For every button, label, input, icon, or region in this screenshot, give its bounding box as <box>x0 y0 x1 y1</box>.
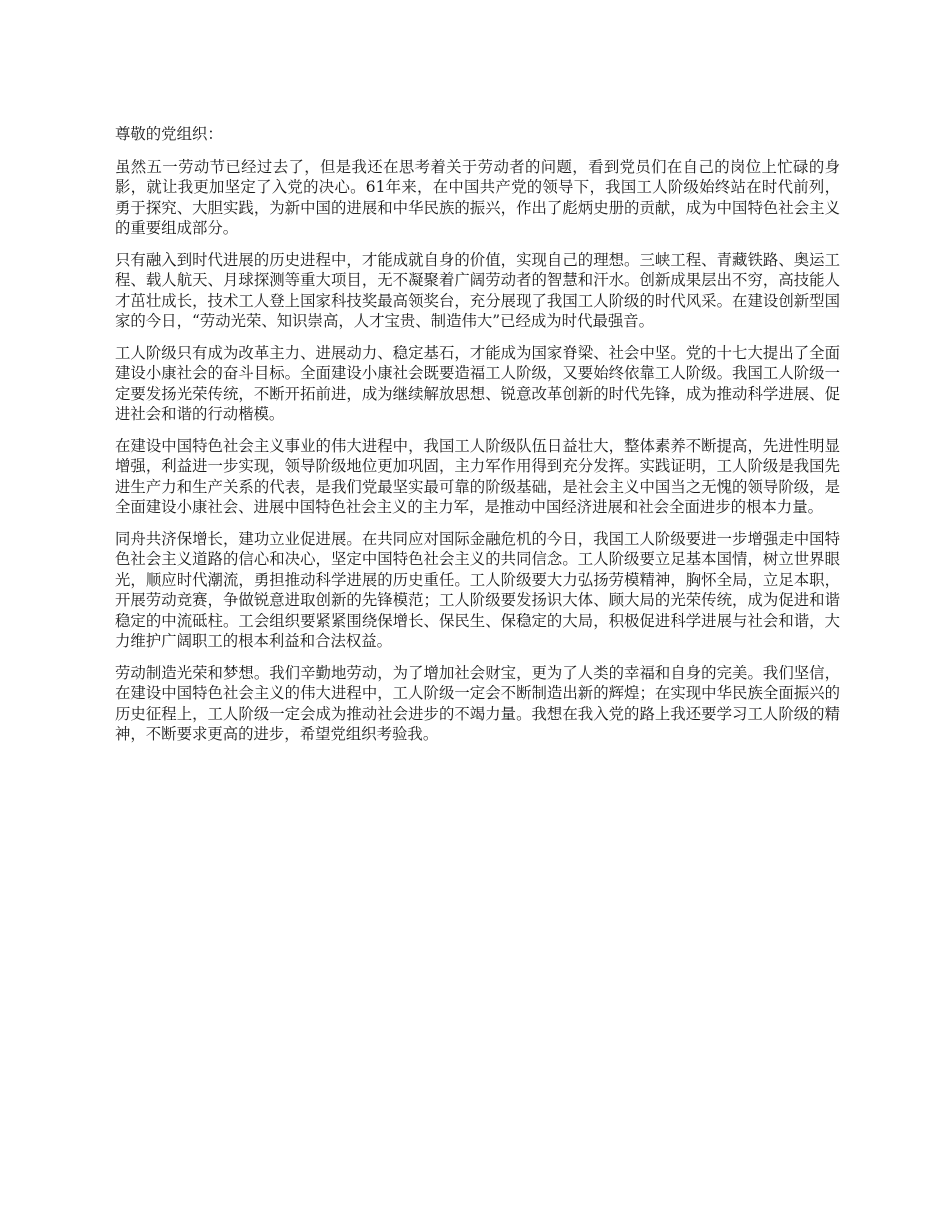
paragraph-4: 在建设中国特色社会主义事业的伟大进程中，我国工人阶级队伍日益壮大，整体素养不断提高，先进性明显增强，利益进一步实现，领导阶级地位更加巩固，主力军作用得到充分发挥。实践证明，工人阶级是我国先进生产力和生产关系的代表，是我们党最坚实最可靠的阶级基础，是社会主义中国当之无愧的领导阶级，是全面建设小康社会、进展中国特色社会主义的主力军，是推动中国经济进展和社会全面进步的根本力量。 <box>115 436 840 516</box>
paragraph-5: 同舟共济保增长，建功立业促进展。在共同应对国际金融危机的今日，我国工人阶级要进一步增强走中国特色社会主义道路的信心和决心，坚定中国特色社会主义的共同信念。工人阶级要立足基本国情，树立世界眼光，顺应时代潮流，勇担推动科学进展的历史重任。工人阶级要大力弘扬劳模精神，胸怀全局，立足本职，开展劳动竞赛，争做锐意进取创新的先锋模范；工人阶级要发扬识大体、顾大局的光荣传统，成为促进和谐稳定的中流砥柱。工会组织要紧紧围绕保增长、保民生、保稳定的大局，积极促进科学进展与社会和谐，大力维护广阔职工的根本利益和合法权益。 <box>115 529 840 650</box>
paragraph-6: 劳动制造光荣和梦想。我们辛勤地劳动，为了增加社会财宝，更为了人类的幸福和自身的完美。我们坚信，在建设中国特色社会主义的伟大进程中，工人阶级一定会不断制造出新的辉煌；在实现中华民族全面振兴的历史征程上，工人阶级一定会成为推动社会进步的不竭力量。我想在我入党的路上我还要学习工人阶级的精神，不断要求更高的进步，希望党组织考验我。 <box>115 663 840 743</box>
paragraph-1: 虽然五一劳动节已经过去了，但是我还在思考着关于劳动者的问题，看到党员们在自己的岗位上忙碌的身影，就让我更加坚定了入党的决心。61年来，在中国共产党的领导下，我国工人阶级始终站在时代前列，勇于探究、大胆实践，为新中国的进展和中华民族的振兴，作出了彪炳史册的贡献，成为中国特色社会主义的重要组成部分。 <box>115 157 840 237</box>
salutation: 尊敬的党组织： <box>115 125 223 143</box>
paragraph-3: 工人阶级只有成为改革主力、进展动力、稳定基石，才能成为国家脊梁、社会中坚。党的十七大提出了全面建设小康社会的奋斗目标。全面建设小康社会既要造福工人阶级，又要始终依靠工人阶级。我国工人阶级一定要发扬光荣传统，不断开拓前进，成为继续解放思想、锐意改革创新的时代先锋，成为推动科学进展、促进社会和谐的行动楷模。 <box>115 343 840 423</box>
letter-body <box>115 124 840 756</box>
paragraph-2: 只有融入到时代进展的历史进程中，才能成就自身的价值，实现自己的理想。三峡工程、青藏铁路、奥运工程、载人航天、月球探测等重大项目，无不凝聚着广阔劳动者的智慧和汗水。创新成果层出不穷，高技能人才茁壮成长，技术工人登上国家科技奖最高领奖台，充分展现了我国工人阶级的时代风采。在建设创新型国家的今日，“劳动光荣、知识崇高，人才宝贵、制造伟大”已经成为时代最强音。 <box>115 250 840 330</box>
